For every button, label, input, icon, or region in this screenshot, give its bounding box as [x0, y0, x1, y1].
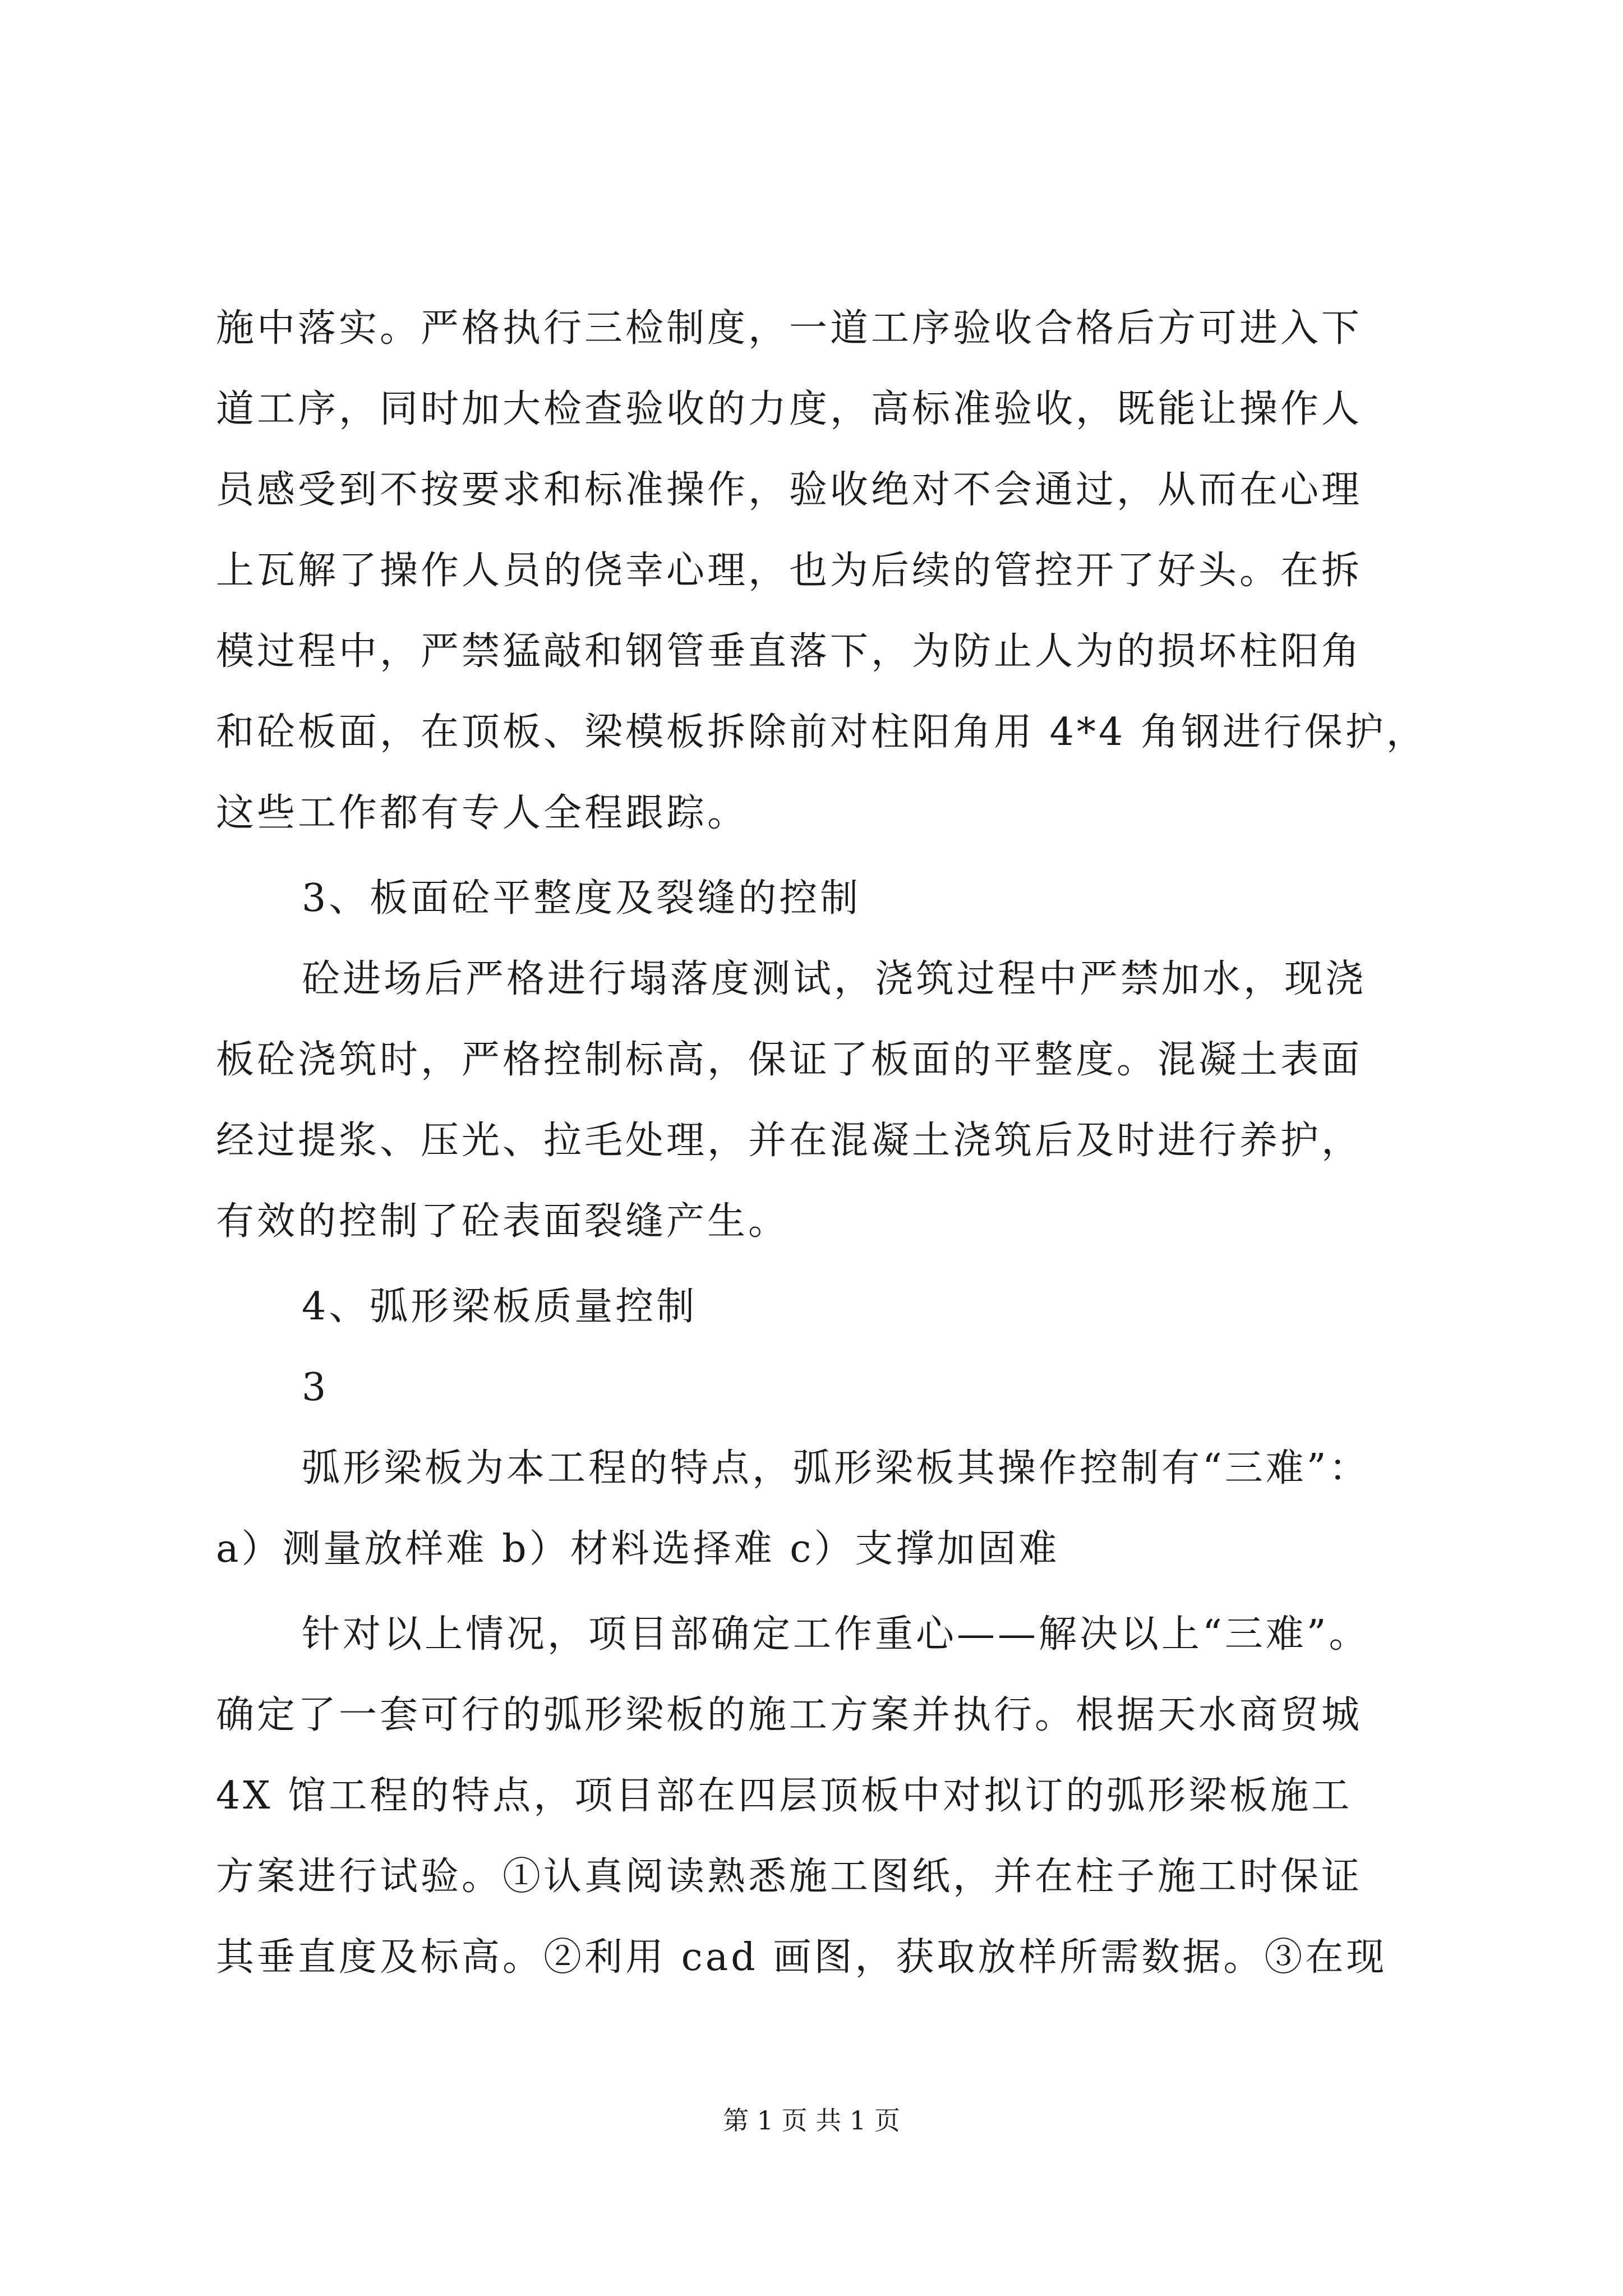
text-line: a）测量放样难 b）材料选择难 c）支撑加固难	[216, 1527, 1060, 1571]
text-line: 板砼浇筑时，严格控制标高，保证了板面的平整度。混凝土表面	[216, 1038, 1363, 1082]
text-line: 有效的控制了砼表面裂缝产生。	[216, 1199, 790, 1244]
text-line: 施中落实。严格执行三检制度，一道工序验收合格后方可进入下	[216, 306, 1363, 351]
section-heading: 3、板面砼平整度及裂缝的控制	[302, 876, 861, 921]
text-line: 4X 馆工程的特点，项目部在四层顶板中对拟订的弧形梁板施工	[216, 1774, 1353, 1818]
text-line: 其垂直度及标高。②利用 cad 画图，获取放样所需数据。③在现	[216, 1935, 1387, 1980]
text-line: 经过提浆、压光、拉毛处理，并在混凝土浇筑后及时进行养护，	[216, 1119, 1363, 1163]
text-line: 模过程中，严禁猛敲和钢管垂直落下，为防止人为的损坏柱阳角	[216, 629, 1363, 674]
text-line: 和砼板面，在顶板、梁模板拆除前对柱阳角用 4*4 角钢进行保护，	[216, 710, 1427, 754]
text-line: 针对以上情况，项目部确定工作重心——解决以上“三难”。	[302, 1612, 1370, 1657]
text-line: 方案进行试验。①认真阅读熟悉施工图纸，并在柱子施工时保证	[216, 1855, 1363, 1899]
inline-page-number: 3	[302, 1365, 329, 1410]
text-line: 上瓦解了操作人员的侥幸心理，也为后续的管控开了好头。在拆	[216, 549, 1363, 593]
text-line: 砼进场后严格进行塌落度测试，浇筑过程中严禁加水，现浇	[302, 957, 1367, 1001]
text-line: 员感受到不按要求和标准操作，验收绝对不会通过，从而在心理	[216, 468, 1363, 512]
text-line: 弧形梁板为本工程的特点，弧形梁板其操作控制有“三难”：	[302, 1446, 1370, 1490]
text-line: 这些工作都有专人全程跟踪。	[216, 791, 749, 835]
section-heading: 4、弧形梁板质量控制	[302, 1285, 698, 1329]
text-line: 道工序，同时加大检查验收的力度，高标准验收，既能让操作人	[216, 387, 1363, 431]
text-line: 确定了一套可行的弧形梁板的施工方案并执行。根据天水商贸城	[216, 1693, 1363, 1737]
page-footer: 第 1 页 共 1 页	[723, 2105, 900, 2136]
